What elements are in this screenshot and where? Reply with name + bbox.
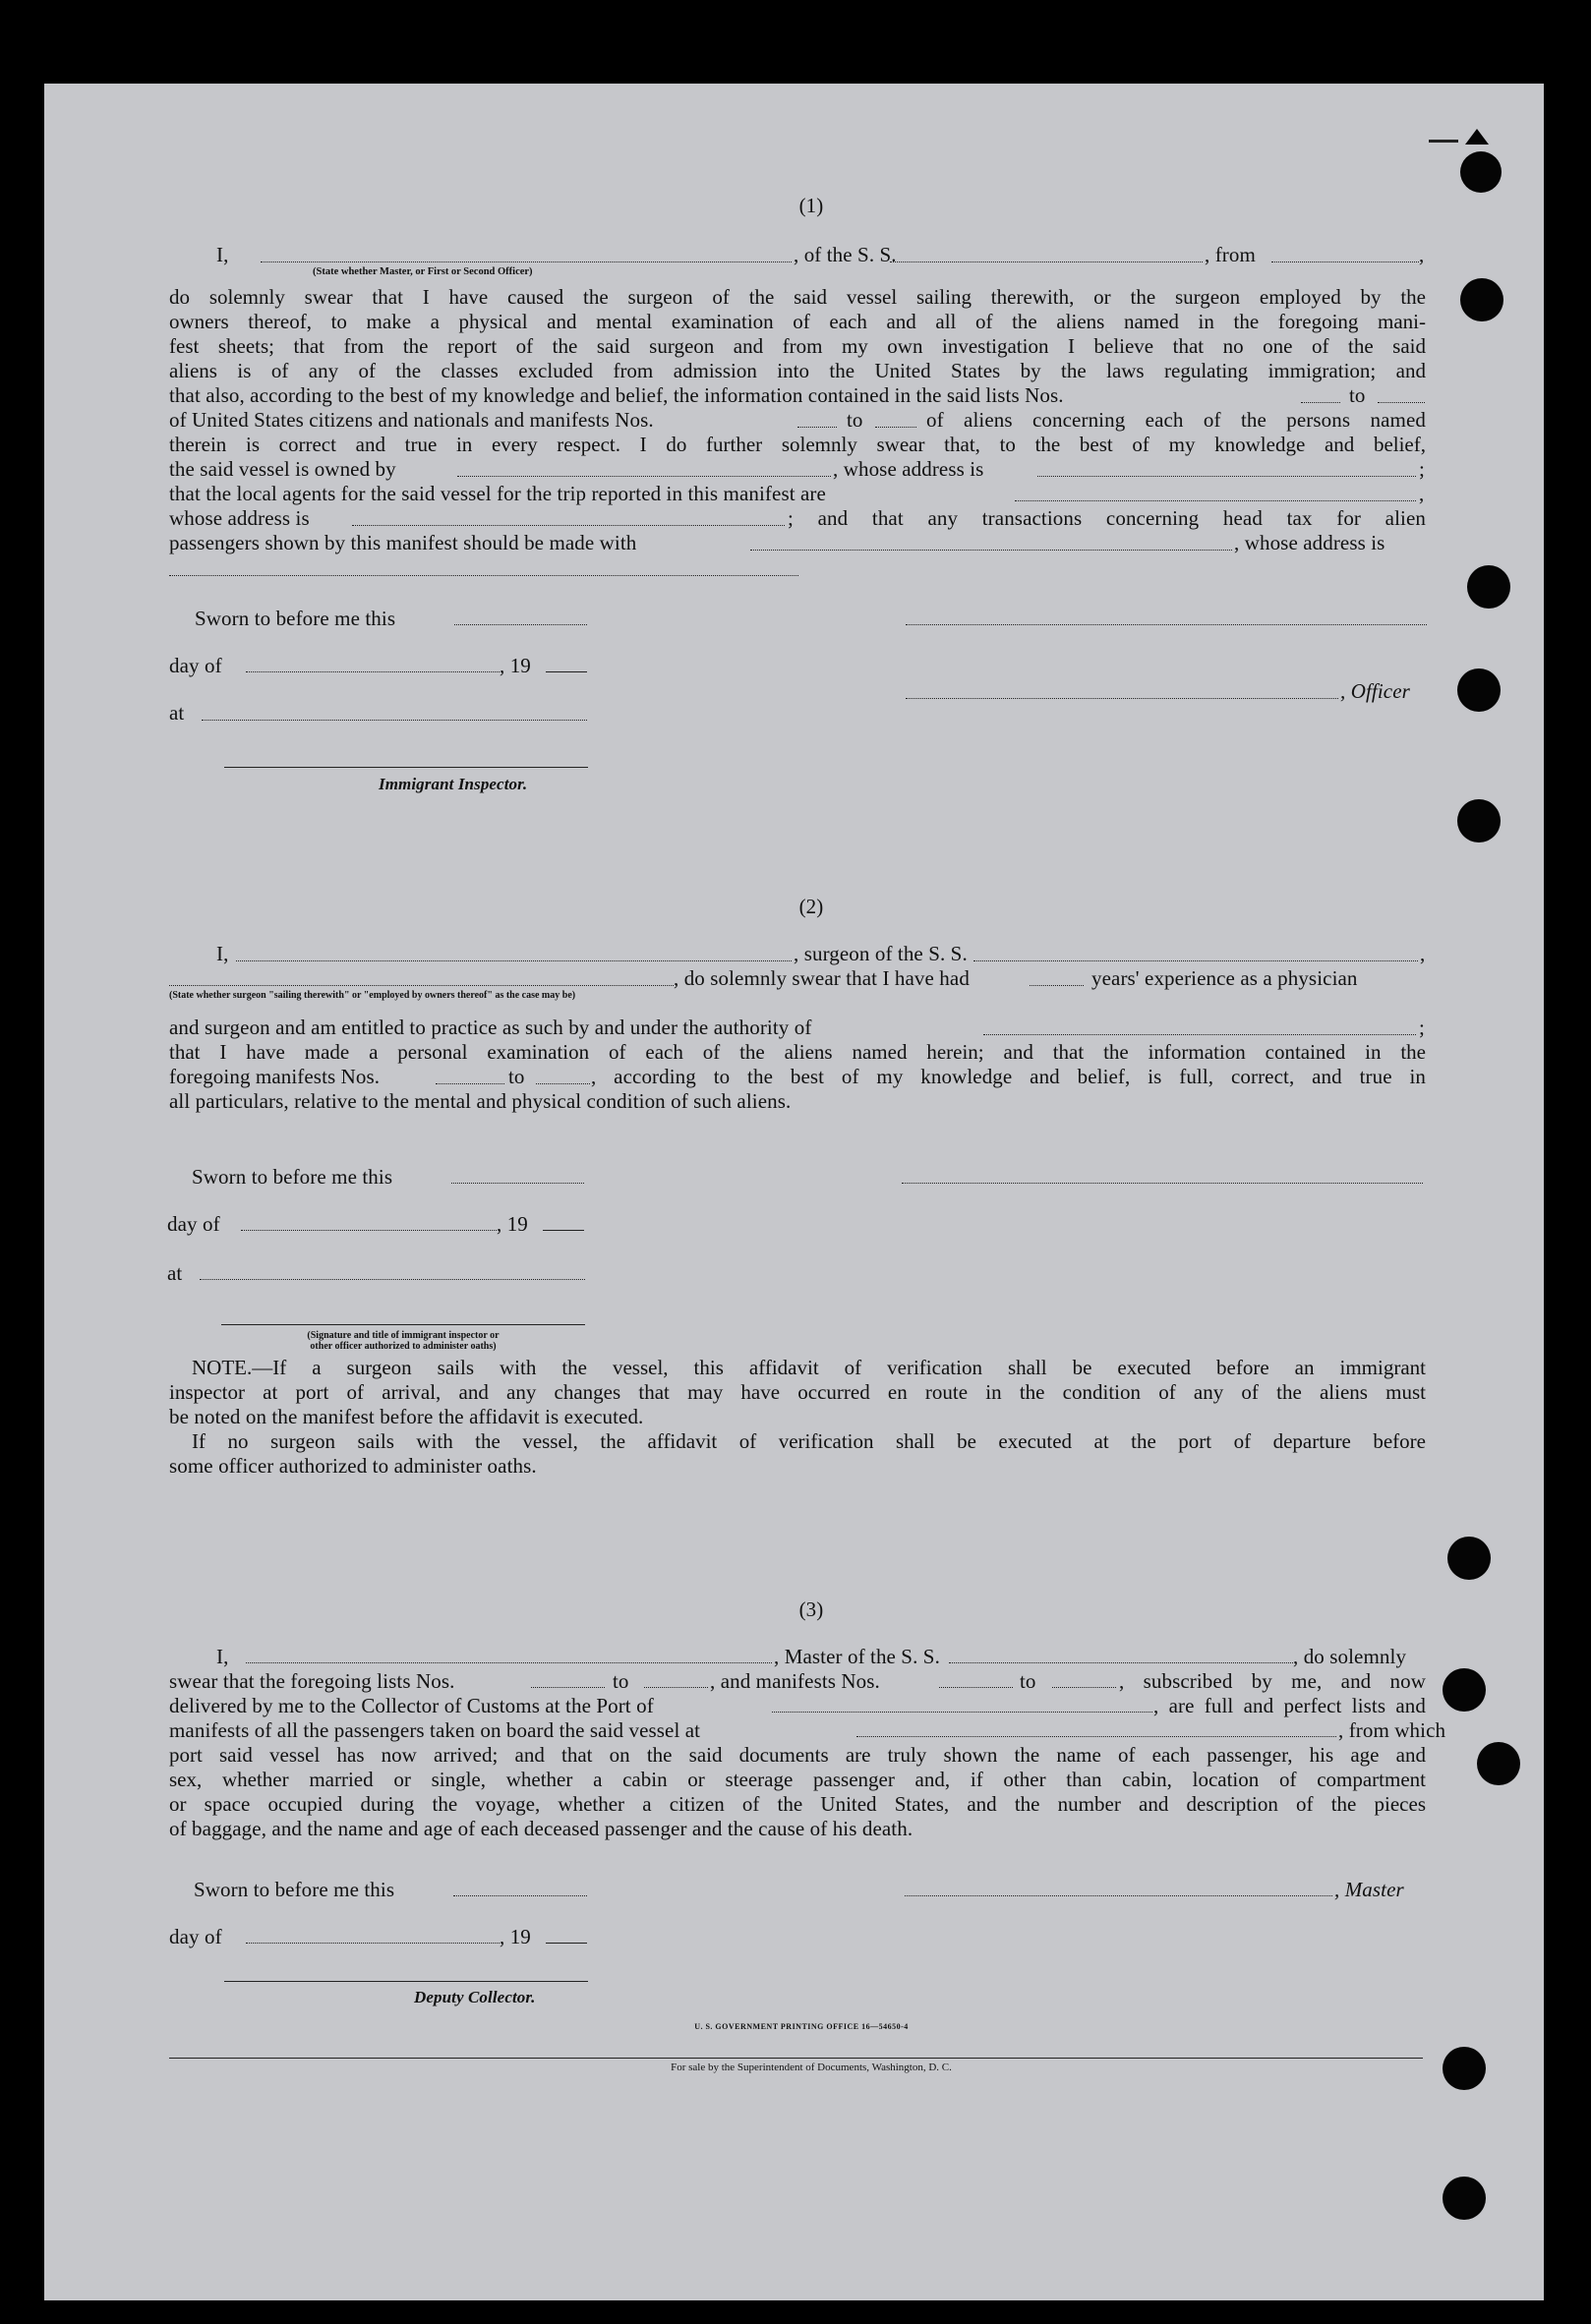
punch-hole — [1457, 799, 1501, 842]
s3-list-to-blank[interactable] — [644, 1687, 708, 1688]
collector-port-blank[interactable] — [772, 1712, 1152, 1713]
agents-address-blank[interactable] — [352, 525, 785, 526]
list-to-blank[interactable] — [1378, 402, 1425, 403]
punch-hole — [1457, 668, 1501, 712]
list-from-blank[interactable] — [1301, 402, 1340, 403]
surgeon-name-blank[interactable] — [236, 960, 792, 961]
s1-subcaption: (State whether Master, or First or Second Officer) — [313, 266, 533, 277]
note-line: be noted on the manifest before the affidavit is executed. — [169, 1405, 644, 1428]
s3-master-name-blank[interactable] — [246, 1662, 772, 1663]
s2-vessel-blank[interactable] — [973, 960, 1418, 961]
punch-hole — [1443, 2047, 1486, 2090]
owner-address-blank[interactable] — [1037, 476, 1416, 477]
head-tax-party-blank[interactable] — [750, 550, 1232, 551]
s3-para-line: of baggage, and the name and age of each deceased passenger and the cause of his death. — [169, 1817, 913, 1840]
authority-blank[interactable] — [983, 1034, 1416, 1035]
inspector-signature-line[interactable] — [224, 767, 588, 768]
punch-hole — [1460, 278, 1503, 321]
s3-day-of-blank[interactable] — [246, 1943, 500, 1944]
s2-inspector-signature-line[interactable] — [221, 1324, 585, 1325]
s1-para-line: aliens is of any of the classes excluded from admission into the United States by the laws regulating immigration; and — [169, 359, 1426, 382]
head-tax-address-blank[interactable] — [169, 575, 798, 576]
vessel-name-blank[interactable] — [890, 261, 1203, 262]
s3-para-line: port said vessel has now arrived; and that on the said documents are truly shown the name of each passenger, his age and — [169, 1743, 1426, 1767]
s2-year-blank[interactable] — [543, 1230, 584, 1231]
day-of-month-blank[interactable] — [246, 671, 500, 672]
section-3-heading: (3) — [798, 1598, 824, 1621]
sworn-label: Sworn to before me this — [195, 607, 396, 630]
note-line: some officer authorized to administer oaths. — [169, 1454, 537, 1478]
sale-imprint: For sale by the Superintendent of Documents, Washington, D. C. — [671, 2062, 952, 2073]
s2-para-line: that I have made a personal examination of each of the aliens named herein; and that the information contained in the — [169, 1040, 1426, 1064]
note-line: inspector at port of arrival, and any changes that may have occurred en route in the condition of any of the aliens must — [169, 1380, 1426, 1404]
note-line: NOTE.—If a surgeon sails with the vessel, this affidavit of verification shall be executed before an immigrant — [192, 1356, 1426, 1379]
section-2-heading: (2) — [798, 895, 824, 918]
officer-signature-line[interactable] — [906, 624, 1427, 625]
s3-para-line: sex, whether married or single, whether a cabin or steerage passenger and, if other than cabin, location of compartment — [169, 1768, 1426, 1791]
s2-at-place-blank[interactable] — [200, 1279, 585, 1280]
section-1-heading: (1) — [798, 194, 824, 217]
s1-para-line: therein is correct and true in every respect. I do further solemnly swear that, to the best of my knowledge and belief, — [169, 433, 1426, 456]
s2-manifest-from-blank[interactable] — [436, 1083, 504, 1084]
note-line: If no surgeon sails with the vessel, the affidavit of verification shall be executed at the port of departure before — [192, 1429, 1426, 1453]
s3-manifest-to-blank[interactable] — [1052, 1687, 1116, 1688]
form-sheet: (1) I, , of the S. S. , from , (State whether Master, or First or Second Officer) do solemnly swear that I have caused the surgeon of the said vessel sailing therewith, or the surgeon employed by the owners thereof, to make a physical and mental examination of each and all of the aliens named in the foregoing mani- fest sheets; that from the report of the said surgeon and from my own investigation I believe that no one of the said aliens is of any of the classes excluded from admission into the United States by the laws regulating immigration; and that also, according to the best of my knowledge and belief, the information contained in the said lists Nos. to of United States citizens and nationals and manifests Nos. to of aliens concerning each of the persons named therein is correct and true in every respect. I do further solemnly swear that, to the best of my knowledge and belief, the said vessel is owned by , whose address is ; that the local agents for the said vessel for the trip reported in this manifest are , whose address is ; and that any transactions concerning head tax for alien passengers shown by this manifest should be made with , whose address is Sworn to before me this day of , 19 , Officer at Immigrant Inspector. (2) I, , surgeon of the S. S. , , do solemnly swear that I have had years' experience as a physician (State whether surgeon "sailing therewith" or "employed by owners thereof" as the case may be) and surgeon and am entitled to practice as such by and under the authority of ; that I have made a personal examination of each of the aliens named herein; and that the information contained in the foregoing manifests Nos. to , according to the best of my knowledge and belief, is full, correct, and true in all particulars, relative to the mental and physical condition of such aliens. Sworn to before me this day of , 19 at (Signature and title of immigrant inspector or other officer authorized to administer oaths) NOTE.—If a surgeon sails with the vessel, this affidavit of verification shall be executed before an immigrant inspector at port of arrival, and any changes that may have occurred en route in the condition of any of the aliens must be noted on the manifest before the affidavit is executed. If no surgeon sails with the vessel, the affidavit of verification shall be executed at the port of departure before some officer authorized to administer oaths. (3) I, , Master of the S. S. , do solemnly swear that the foregoing lists Nos. to , and manifests Nos. to , subscribed by me, and now delivered by me to the Collector of Customs at the Port of , are full and perfect lists and manifests of all the passengers taken on board the said vessel at , from which port said vessel has now arrived; and that on the said documents are truly shown the name of each passenger, his age and sex, whether married or single, whether a cabin or steerage passenger and, if other than cabin, location of compartment or space occupied during the voyage, whether a citizen of the United States, and the number and description of the pieces of baggage, and the name and age of each deceased passenger and the cause of his death. Sworn to before me this , Master day of , 19 Deputy Collector. U. S. GOVERNMENT PRINTING OFFICE 16—54650-4 For sale by the Superintendent of Documents, Washington, D. C. — [44, 84, 1544, 2300]
s1-para-line: do solemnly swear that I have caused the surgeon of the said vessel sailing therewith, or the surgeon employed by the — [169, 285, 1426, 309]
punch-hole — [1477, 1742, 1520, 1785]
s3-year-blank[interactable] — [546, 1943, 587, 1944]
punch-hole — [1467, 565, 1510, 609]
master-name-blank[interactable] — [261, 261, 792, 262]
s2-sworn-day-blank[interactable] — [451, 1183, 584, 1184]
sworn-day-blank[interactable] — [454, 624, 587, 625]
at-place-blank[interactable] — [202, 720, 587, 721]
punch-hole — [1443, 2177, 1486, 2220]
punch-hole — [1460, 151, 1502, 193]
s3-para-line: or space occupied during the voyage, whether a citizen of the United States, and the number and description of the pieces — [169, 1792, 1426, 1816]
s1-para-line: owners thereof, to make a physical and mental examination of each and all of the aliens named in the foregoing mani- — [169, 310, 1426, 333]
s3-manifest-from-blank[interactable] — [939, 1687, 1013, 1688]
surgeon-status-blank[interactable] — [169, 985, 674, 986]
s2-day-of-blank[interactable] — [241, 1230, 497, 1231]
s2-subcaption: (State whether surgeon "sailing therewith" or "employed by owners thereof" as the case may be) — [169, 990, 576, 1001]
master-signature-line[interactable] — [905, 1895, 1332, 1896]
s1-line1: I, — [216, 243, 229, 266]
local-agents-blank[interactable] — [1015, 500, 1416, 501]
s1-para-line: fest sheets; that from the report of the said surgeon and from my own investigation I believe that no one of the said — [169, 334, 1426, 358]
manifest-from-blank[interactable] — [797, 427, 837, 428]
footer-rule — [169, 2058, 1423, 2059]
margin-mark — [1429, 140, 1458, 143]
s2-manifest-to-blank[interactable] — [536, 1083, 590, 1084]
s3-list-from-blank[interactable] — [531, 1687, 605, 1688]
boarding-port-blank[interactable] — [856, 1736, 1336, 1737]
s3-sworn-day-blank[interactable] — [453, 1895, 587, 1896]
punch-hole — [1447, 1537, 1491, 1580]
year-blank[interactable] — [546, 671, 587, 672]
punch-hole — [1443, 1668, 1486, 1712]
margin-mark — [1465, 129, 1489, 145]
officer-title-line[interactable] — [906, 698, 1338, 699]
manifest-to-blank[interactable] — [875, 427, 916, 428]
collector-signature-line[interactable] — [224, 1981, 588, 1982]
owner-blank[interactable] — [457, 476, 831, 477]
departure-port-blank[interactable] — [1271, 261, 1419, 262]
years-experience-blank[interactable] — [1030, 985, 1084, 986]
s3-vessel-blank[interactable] — [949, 1662, 1293, 1663]
surgeon-signature-line[interactable] — [902, 1183, 1423, 1184]
gpo-imprint: U. S. GOVERNMENT PRINTING OFFICE 16—54650-4 — [694, 2022, 909, 2031]
